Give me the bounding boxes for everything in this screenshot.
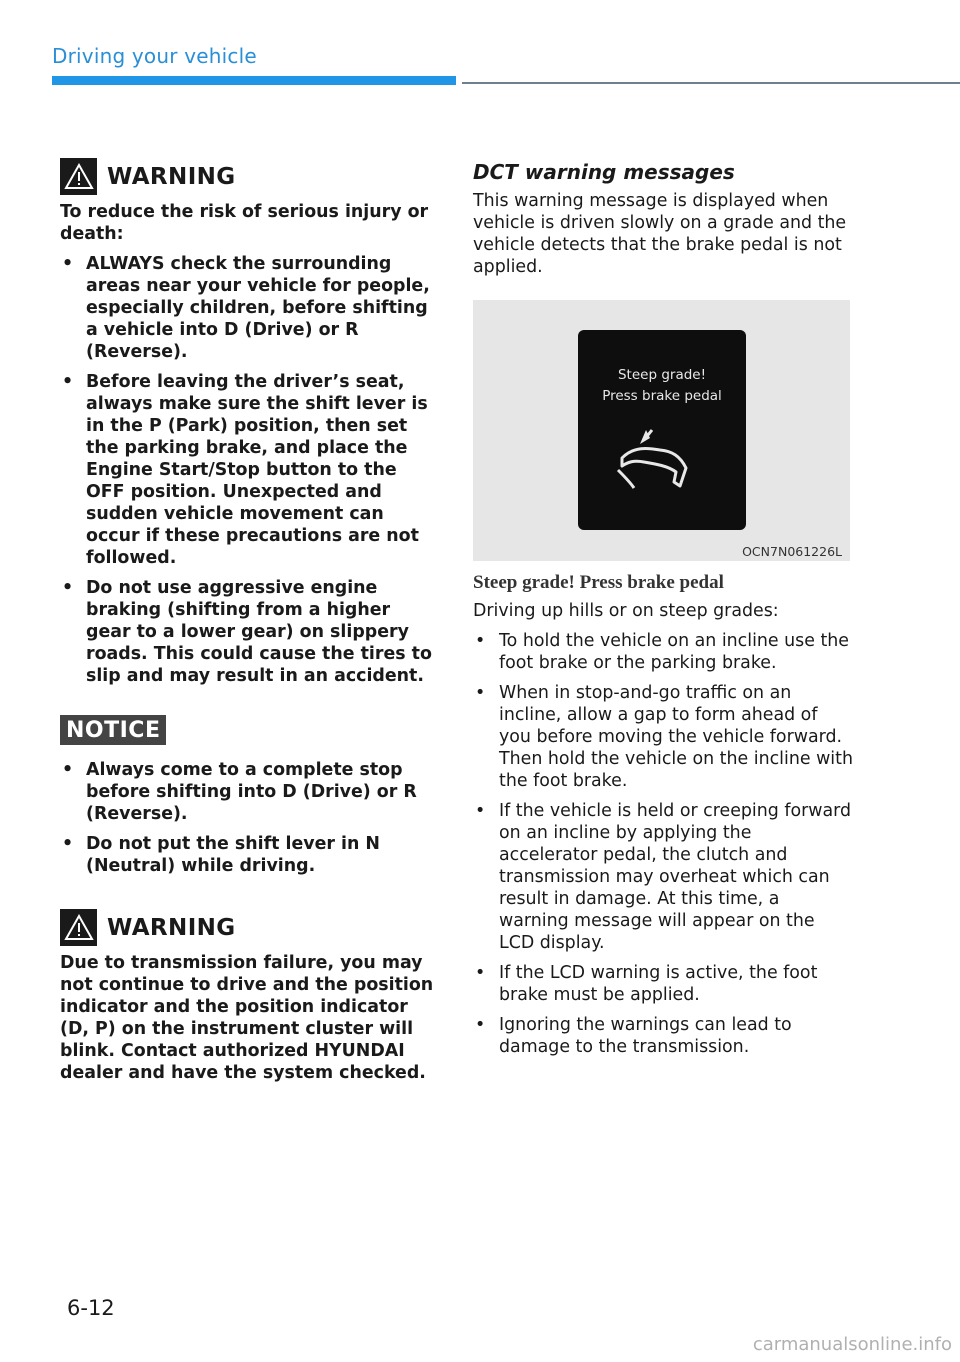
lcd-figure [473, 300, 850, 561]
list-item: • If the LCD warning is active, the foot brake must be applied. [473, 962, 853, 1006]
lcd-message-line1: Steep grade! [617, 367, 706, 383]
header-rule [462, 82, 960, 84]
right-column [473, 160, 853, 1066]
subsection-heading: DCT warning messages [473, 160, 735, 184]
list-item: • If the vehicle is held or creeping forward on an incline by applying the accelerator pedal, the clutch and transmission may overheat which can result in damage. At this time, a warning message will appear on the LCD display. [473, 800, 853, 954]
incline-list [473, 630, 853, 1058]
list-item: • Ignoring the warnings can lead to damage to the transmission. [473, 1014, 853, 1058]
brake-pedal-icon [614, 426, 710, 496]
lcd-message-line2: Press brake pedal [602, 388, 722, 404]
list-item: • Before leaving the driver’s seat, always make sure the shift lever is in the P (Park) position, then set the parking brake, and place the Engine Start/Stop button to the OFF position. Unexpected and sudden vehicle movement can occur if these precautions are not followed. [60, 371, 440, 569]
warning-title: WARNING [107, 163, 236, 190]
warning-lead: To reduce the risk of serious injury or death: [60, 202, 429, 244]
left-column [60, 158, 440, 1084]
warning-title: WARNING [107, 914, 236, 941]
section-title: Driving your vehicle [52, 44, 257, 68]
figure-code: OCN7N061226L [742, 544, 842, 559]
page-number: 6-12 [67, 1296, 115, 1320]
lcd-display [578, 330, 746, 530]
warning-header [60, 909, 440, 946]
lead-paragraph: Driving up hills or on steep grades: [473, 601, 779, 621]
figure-caption: Steep grade! Press brake pedal [473, 572, 724, 593]
list-item: • Do not put the shift lever in N (Neutral) while driving. [60, 833, 440, 877]
list-item: • To hold the vehicle on an incline use the foot brake or the parking brake. [473, 630, 853, 674]
notice-list [60, 759, 440, 877]
list-item: • Always come to a complete stop before shifting into D (Drive) or R (Reverse). [60, 759, 440, 825]
warning-triangle-icon [60, 909, 97, 946]
intro-paragraph: This warning message is displayed when vehicle is driven slowly on a grade and the vehicle detects that the brake pedal is not applied. [473, 191, 847, 277]
list-item: • Do not use aggressive engine braking (shifting from a higher gear to a lower gear) on slippery roads. This could cause the tires to slip and may result in an accident. [60, 577, 440, 687]
list-item: • ALWAYS check the surrounding areas near your vehicle for people, especially children, before shifting a vehicle into D (Drive) or R (Reverse). [60, 253, 440, 363]
notice-badge: NOTICE [60, 715, 166, 745]
header-rule-accent [52, 76, 456, 85]
watermark: carmanualsonline.info [752, 1334, 952, 1355]
warning-text: Due to transmission failure, you may not continue to drive and the position indicator and the position indicator (D, P) on the instrument cluster will blink. Contact authorized HYUNDAI dealer and have the system checked. [60, 953, 434, 1083]
list-item: • When in stop-and-go traffic on an incline, allow a gap to form ahead of you before moving the vehicle forward. Then hold the vehicle on the incline with the foot brake. [473, 682, 853, 792]
warning-triangle-icon [60, 158, 97, 195]
warning-list [60, 253, 440, 687]
warning-header [60, 158, 440, 195]
